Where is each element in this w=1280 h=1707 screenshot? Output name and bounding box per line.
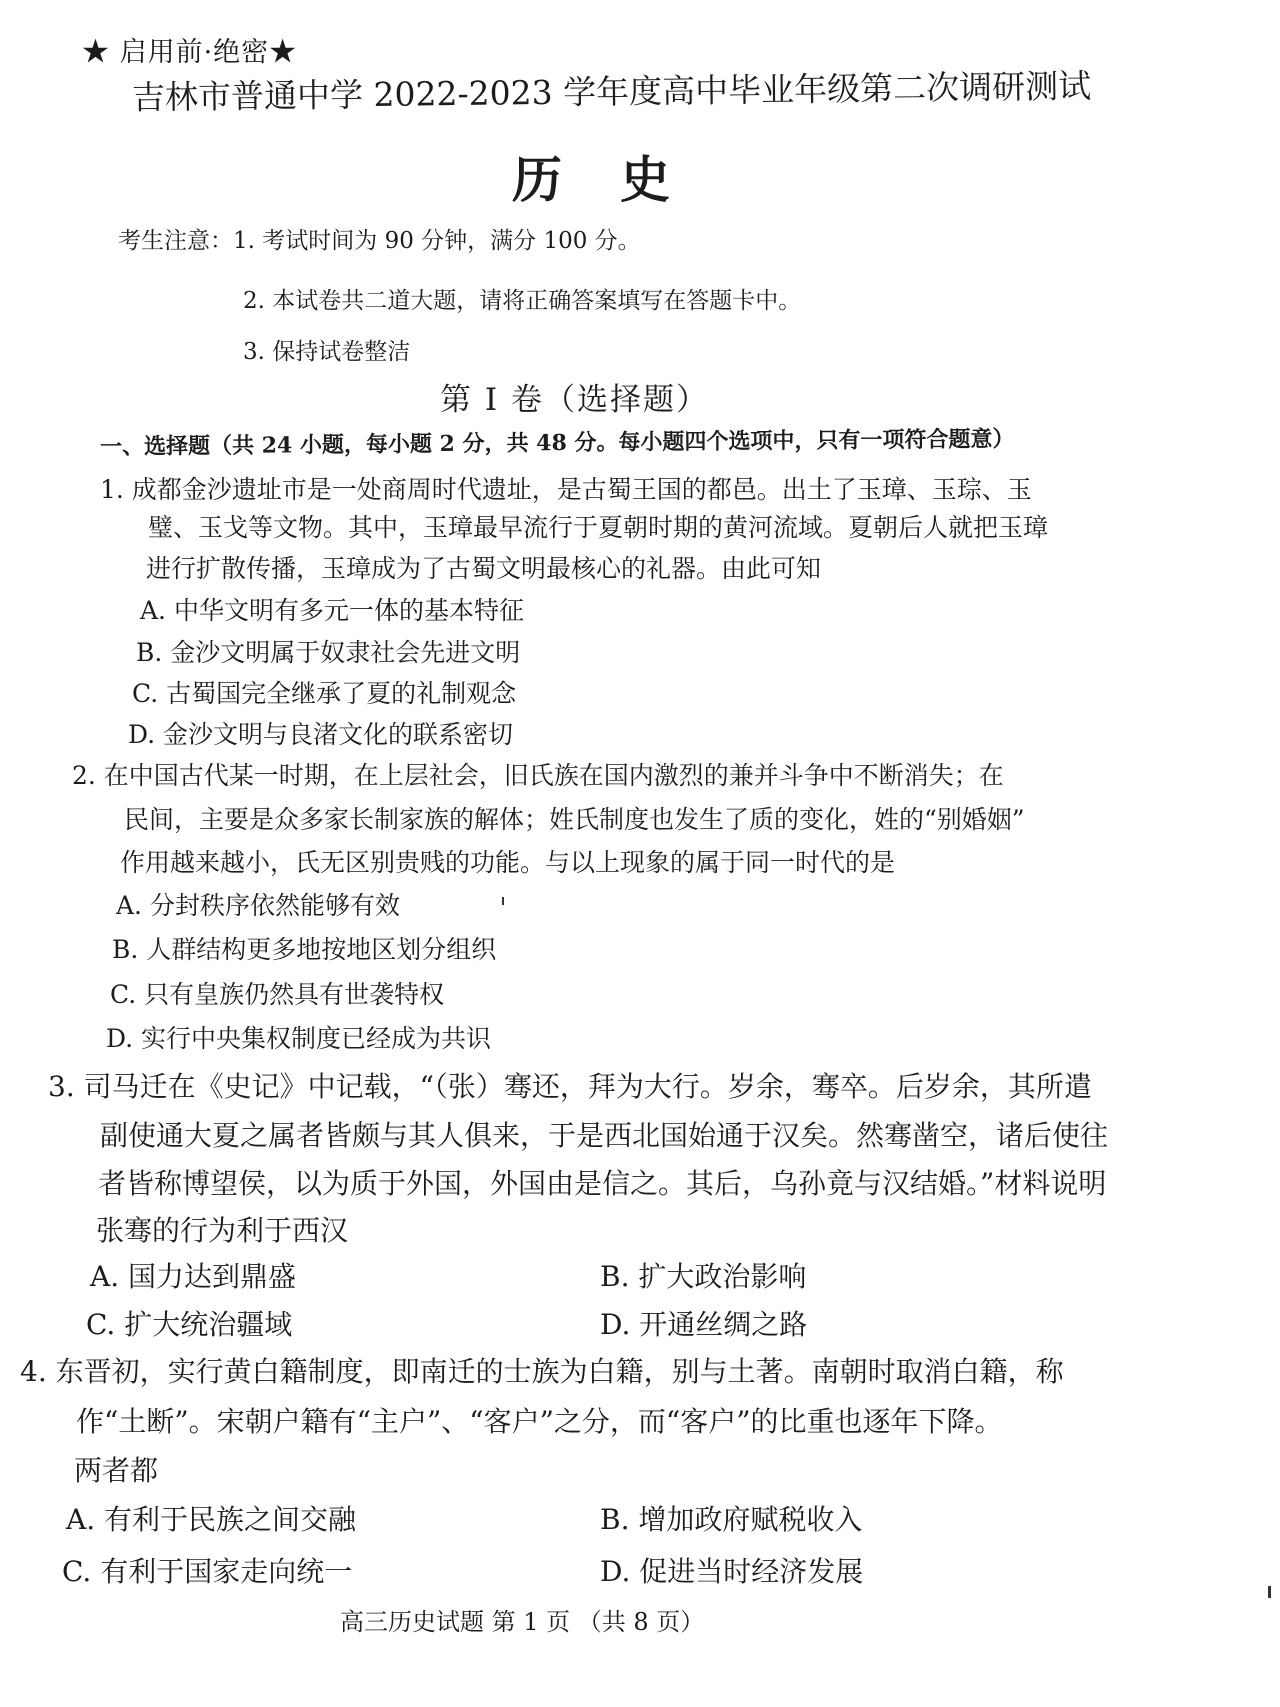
option-d: D. 实行中央集权制度已经成为共识 — [106, 1024, 492, 1053]
question-text-line: 3. 司马迁在《史记》中记载，“（张）骞还，拜为大行。岁余，骞卒。后岁余，其所遣 — [48, 1070, 1092, 1103]
section-heading: 一、选择题（共 24 小题，每小题 2 分，共 48 分。每小题四个选项中，只有一项符合题意） — [99, 426, 1015, 460]
question-text-line: 璧、玉戈等文物。其中，玉璋最早流行于夏朝时期的黄河流域。夏朝后人就把玉璋 — [148, 513, 1049, 542]
option-c: C. 只有皇族仍然具有世袭特权 — [110, 980, 445, 1009]
option-c: C. 扩大统治疆域 — [86, 1308, 293, 1341]
question-text-line: 民间，主要是众多家长制家族的解体；姓氏制度也发生了质的变化，姓的“别婚姻” — [124, 805, 1025, 834]
question-text-line: 两者都 — [74, 1454, 159, 1487]
question-text-line: 者皆称博望侯，以为质于外国，外国由是信之。其后，乌孙竟与汉结婚。”材料说明 — [98, 1167, 1107, 1200]
question-text-line: 副使通大夏之属者皆颇与其人俱来，于是西北国始通于汉矣。然骞凿空，诸后使往 — [100, 1119, 1109, 1152]
subject-title: 历史 — [512, 150, 728, 209]
option-c: C. 有利于国家走向统一 — [62, 1555, 353, 1588]
option-b: B. 人群结构更多地按地区划分组织 — [112, 935, 497, 964]
question-text-line: 2. 在中国古代某一时期，在上层社会，旧氏族在国内激烈的兼并斗争中不断消失；在 — [72, 761, 1004, 790]
confidential-mark: ★ 启用前·绝密★ — [82, 37, 298, 68]
exam-title: 吉林市普通中学 2022-2023 学年度高中毕业年级第二次调研测试 — [131, 66, 1092, 117]
page-footer: 高三历史试题 第 1 页 （共 8 页） — [340, 1608, 705, 1636]
option-a: A. 中华文明有多元一体的基本特征 — [140, 596, 524, 625]
question-text-line: 张骞的行为利于西汉 — [96, 1214, 349, 1247]
option-c: C. 古蜀国完全继承了夏的礼制观念 — [132, 679, 517, 708]
option-a: A. 国力达到鼎盛 — [90, 1260, 297, 1293]
question-text-line: 作“土断”。宋朝户籍有“主户”、“客户”之分，而“客户”的比重也逐年下降。 — [76, 1405, 1003, 1438]
notice-line-3: 3. 保持试卷整洁 — [243, 339, 411, 365]
question-text-line: 4. 东晋初，实行黄白籍制度，即南迁的士族为白籍，别与土著。南朝时取消白籍，称 — [20, 1355, 1064, 1388]
option-b: B. 扩大政治影响 — [600, 1260, 807, 1293]
question-text-line: 作用越来越小，氏无区别贵贱的功能。与以上现象的属于同一时代的是 — [120, 848, 896, 877]
question-text-line: 1. 成都金沙遗址市是一处商周时代遗址，是古蜀王国的都邑。出土了玉璋、玉琮、玉 — [100, 475, 1032, 504]
option-a: A. 有利于民族之间交融 — [66, 1503, 357, 1536]
scan-speck — [1268, 1586, 1271, 1598]
option-a: A. 分封秩序依然能够有效 — [116, 891, 400, 920]
notice-line-1: 考生注意：1. 考试时间为 90 分钟，满分 100 分。 — [118, 228, 641, 254]
option-d: D. 促进当时经济发展 — [600, 1555, 864, 1588]
question-text-line: 进行扩散传播，玉璋成为了古蜀文明最核心的礼器。由此可知 — [146, 554, 822, 583]
volume-title: 第 I 卷（选择题） — [440, 382, 709, 418]
scan-speck — [502, 897, 504, 905]
option-b: B. 增加政府赋税收入 — [600, 1503, 863, 1536]
notice-line-2: 2. 本试卷共二道大题，请将正确答案填写在答题卡中。 — [243, 288, 802, 314]
option-b: B. 金沙文明属于奴隶社会先进文明 — [136, 638, 521, 667]
option-d: D. 开通丝绸之路 — [600, 1308, 808, 1341]
option-d: D. 金沙文明与良渚文化的联系密切 — [128, 720, 514, 749]
